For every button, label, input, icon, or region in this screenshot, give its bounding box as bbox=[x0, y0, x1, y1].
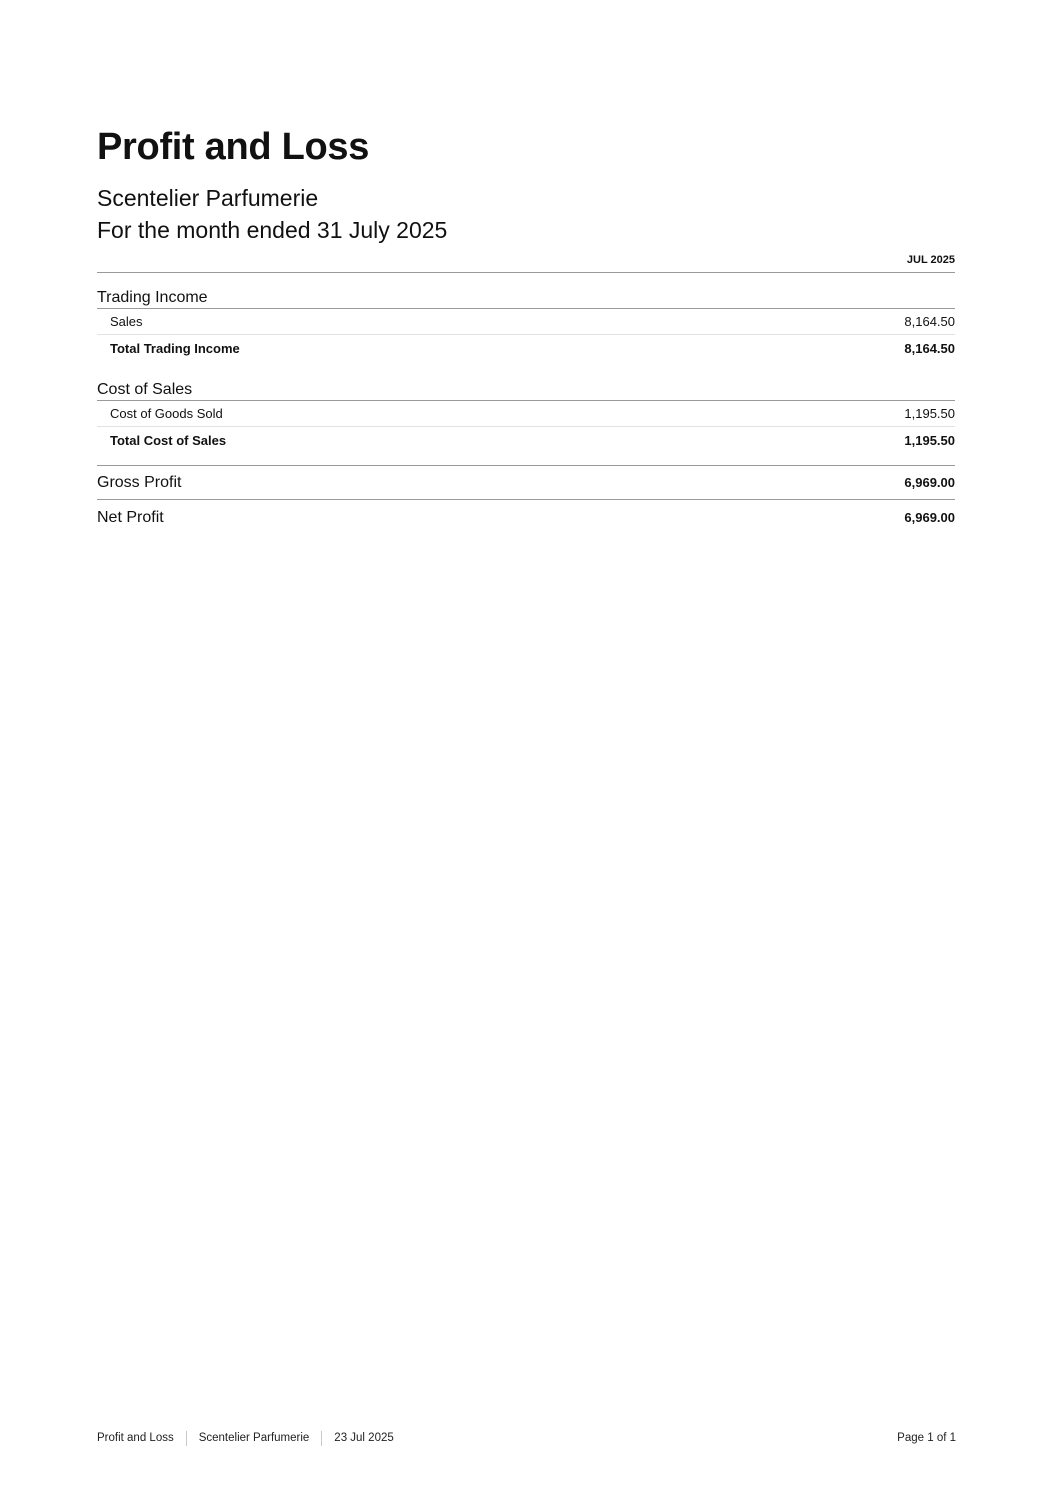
page-footer bbox=[97, 1429, 956, 1447]
section-title: Trading Income bbox=[97, 288, 955, 309]
report-title: Profit and Loss bbox=[97, 126, 370, 168]
footer-info bbox=[97, 1431, 394, 1446]
profit-and-loss-report bbox=[97, 124, 955, 535]
footer-divider bbox=[186, 1431, 187, 1446]
account-row[interactable] bbox=[97, 401, 955, 427]
section-total-row bbox=[97, 335, 955, 361]
company-name: Scentelier Parfumerie bbox=[97, 185, 319, 211]
total-value: 8,164.50 bbox=[904, 340, 955, 356]
account-value: 1,195.50 bbox=[904, 406, 955, 421]
column-header: JUL 2025 bbox=[97, 253, 955, 273]
footer-report-name: Profit and Loss bbox=[97, 1432, 174, 1444]
footer-company: Scentelier Parfumerie bbox=[198, 1432, 310, 1444]
section-total-row bbox=[97, 427, 955, 453]
gross-profit-label: Gross Profit bbox=[97, 473, 182, 491]
net-profit-value: 6,969.00 bbox=[904, 510, 955, 525]
footer-date: 23 Jul 2025 bbox=[334, 1432, 394, 1444]
total-value: 1,195.50 bbox=[904, 432, 955, 448]
net-profit-row bbox=[97, 500, 955, 535]
account-label: Cost of Goods Sold bbox=[110, 406, 223, 421]
section-title: Cost of Sales bbox=[97, 380, 955, 401]
account-value: 8,164.50 bbox=[904, 314, 955, 329]
report-period: For the month ended 31 July 2025 bbox=[97, 217, 448, 243]
account-label: Sales bbox=[110, 314, 143, 329]
gross-profit-row bbox=[97, 465, 955, 500]
trading-income-section bbox=[97, 288, 955, 361]
net-profit-label: Net Profit bbox=[97, 508, 164, 526]
cost-of-sales-section bbox=[97, 380, 955, 453]
total-label: Total Trading Income bbox=[110, 340, 240, 356]
gross-profit-value: 6,969.00 bbox=[904, 475, 955, 490]
footer-divider bbox=[321, 1431, 322, 1446]
page-number: Page 1 of 1 bbox=[897, 1432, 956, 1444]
total-label: Total Cost of Sales bbox=[110, 432, 227, 448]
account-row[interactable] bbox=[97, 309, 955, 335]
